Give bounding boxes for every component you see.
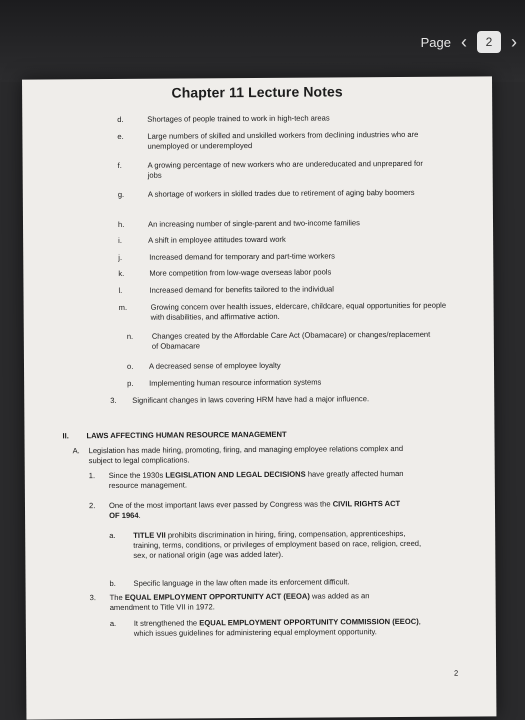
page-number-field[interactable]: 2 — [477, 31, 501, 53]
list-item: 2. One of the most important laws ever passed by Congress was the CIVIL RIGHTS ACT OF 1964. — [88, 499, 401, 521]
page-navigator — [421, 30, 517, 54]
list-item: 3. Significant changes in laws covering HRM have had a major influence. — [110, 394, 370, 406]
document-page — [22, 76, 496, 719]
chevron-right-icon[interactable]: › — [511, 32, 517, 52]
list-item: l. Increased demand for benefits tailored to the individual — [118, 284, 334, 295]
list-item: g. A shortage of workers in skilled trades due to retirement of aging baby boomers — [117, 187, 415, 199]
list-item: b. Specific language in the law often made its enforcement difficult. — [109, 577, 350, 589]
list-item: a. TITLE VII prohibits discrimination in hiring, firing, compensation, apprenticeships, training, terms, conditions, or privileges of employment based on race, religion, creed, sex, or national origin (age was added later). — [109, 528, 422, 560]
footer-page-number: 2 — [453, 668, 459, 678]
list-item: 1. Since the 1930s LEGISLATION AND LEGAL DECISIONS have greatly affected human resource management. — [88, 468, 404, 491]
list-item: o. A decreased sense of employee loyalty — [126, 360, 281, 371]
list-item: j. Increased demand for temporary and part-time workers — [118, 251, 335, 262]
viewer-toolbar — [0, 0, 525, 82]
list-item: a. It strengthened the EQUAL EMPLOYMENT OPPORTUNITY COMMISSION (EEOC), which issues guidelines for administering equal employment opportunity. — [109, 616, 421, 638]
list-item: e. Large numbers of skilled and unskilled workers from declining industries who are unemployed or underemployed — [117, 129, 419, 151]
list-item: 3. The EQUAL EMPLOYMENT OPPORTUNITY ACT (EEOA) was added as an amendment to Title VII in 1972. — [89, 591, 370, 613]
section-heading: II. LAWS AFFECTING HUMAN RESOURCE MANAGEMENT — [62, 429, 287, 441]
list-item: n. Changes created by the Affordable Care Act (Obamacare) or changes/replacement of Obamacare — [126, 329, 431, 351]
list-item: m. Growing concern over health issues, eldercare, childcare, equal opportunities for people with disabilities, and affirmative action. — [118, 300, 447, 322]
page-title: Chapter 11 Lecture Notes — [171, 83, 343, 101]
page-label: Page — [420, 34, 451, 50]
list-item: p. Implementing human resource information systems — [127, 377, 322, 388]
list-item: i. A shift in employee attitudes toward work — [118, 234, 286, 245]
list-item: A. Legislation has made hiring, promoting, firing, and managing employee relations complex and subject to legal complications. — [72, 443, 404, 466]
list-item: h. An increasing number of single-parent and two-income families — [117, 218, 360, 229]
list-item: d. Shortages of people trained to work in high-tech areas — [117, 113, 330, 124]
list-item: k. More competition from low-wage overseas labor pools — [118, 267, 332, 278]
list-item: f. A growing percentage of new workers who are undereducated and unprepared for jobs — [117, 158, 423, 180]
chevron-left-icon[interactable]: ‹ — [461, 32, 467, 52]
